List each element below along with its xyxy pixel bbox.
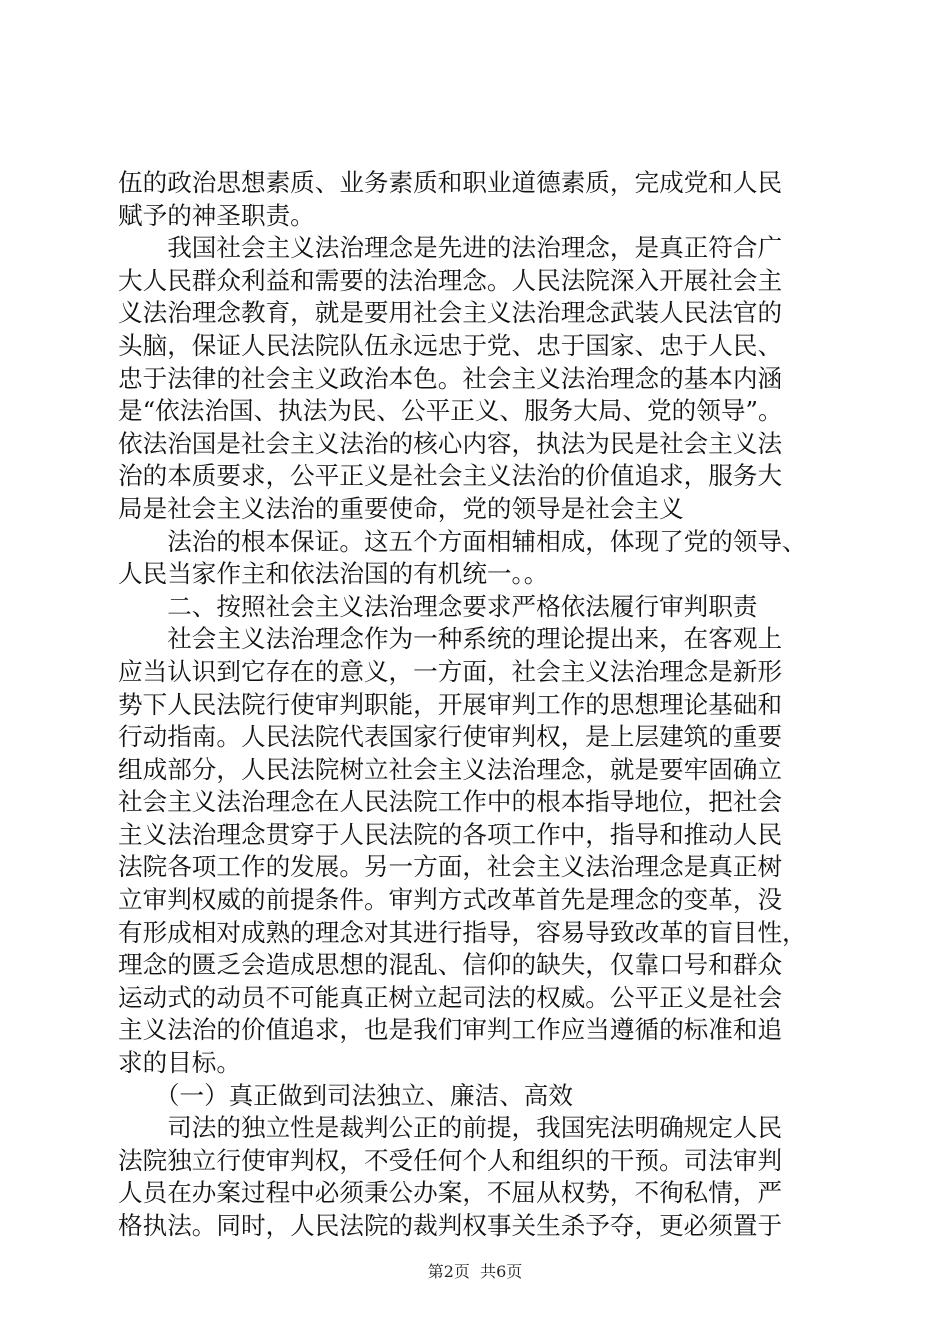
text-line: 人员在办案过程中必须秉公办案，不屈从权势，不徇私情，严 <box>118 1178 783 1208</box>
text-line: 人民当家作主和依法治国的有机统一。。 <box>118 559 549 589</box>
text-line: 社会主义法治理念在人民法院工作中的根本指导地位，把社会 <box>118 787 783 817</box>
text-line: 运动式的动员不可能真正树立起司法的权威。公平正义是社会 <box>118 982 783 1012</box>
text-line: 社会主义法治理念作为一种系统的理论提出来，在客观上 <box>118 624 783 654</box>
text-line: 理念的匮乏会造成思想的混乱、信仰的缺失，仅靠口号和群众 <box>118 950 783 980</box>
text-line: 治的本质要求，公平正义是社会主义法治的价值追求，服务大 <box>118 461 783 491</box>
text-line: 伍的政治思想素质、业务素质和职业道德素质，完成党和人民 <box>118 168 783 197</box>
text-line: 法治的根本保证。这五个方面相辅相成，体现了党的领导、 <box>118 526 807 556</box>
text-line: 主义法治的价值追求，也是我们审判工作应当遵循的标准和追 <box>118 1015 783 1045</box>
text-line: 应当认识到它存在的意义，一方面，社会主义法治理念是新形 <box>118 656 783 686</box>
section-heading: 二、按照社会主义法治理念要求严格依法履行审判职责 <box>118 591 758 621</box>
text-line: 是“依法治国、执法为民、公平正义、服务大局、党的领导”。 <box>118 396 783 426</box>
text-line: 主义法治理念贯穿于人民法院的各项工作中，指导和推动人民 <box>118 819 783 849</box>
text-line: 依法治国是社会主义法治的核心内容，执法为民是社会主义法 <box>118 428 783 458</box>
text-line: 头脑，保证人民法院队伍永远忠于党、忠于国家、忠于人民、 <box>118 330 783 360</box>
text-line: 有形成相对成熟的理念对其进行指导，容易导致改革的盲目性， <box>118 917 807 947</box>
text-line: 组成部分，人民法院树立社会主义法治理念，就是要牢固确立 <box>118 754 783 784</box>
text-line: 司法的独立性是裁判公正的前提，我国宪法明确规定人民 <box>118 1113 783 1143</box>
text-line: 立审判权威的前提条件。审判方式改革首先是理念的变革，没 <box>118 885 783 915</box>
subsection-heading: （一）真正做到司法独立、廉洁、高效 <box>118 1080 573 1110</box>
text-line: 大人民群众利益和需要的法治理念。人民法院深入开展社会主 <box>118 265 783 295</box>
text-line: 忠于法律的社会主义政治本色。社会主义法治理念的基本内涵 <box>118 363 783 393</box>
text-line: 局是社会主义法治的重要使命，党的领导是社会主义 <box>118 493 684 523</box>
page-footer <box>0 1262 950 1282</box>
text-line: 赋予的神圣职责。 <box>118 200 315 230</box>
document-body <box>118 167 838 1243</box>
text-line: 求的目标。 <box>118 1048 241 1078</box>
text-line: 行动指南。人民法院代表国家行使审判权，是上层建筑的重要 <box>118 722 783 752</box>
text-line: 义法治理念教育，就是要用社会主义法治理念武装人民法官的 <box>118 298 783 328</box>
text-line: 我国社会主义法治理念是先进的法治理念，是真正符合广 <box>118 233 783 263</box>
text-line: 法院各项工作的发展。另一方面，社会主义法治理念是真正树 <box>118 852 783 882</box>
text-line: 格执法。同时，人民法院的裁判权事关生杀予夺，更必须置于 <box>118 1211 783 1240</box>
page-number: 第2页 共6页 <box>427 1262 523 1281</box>
text-line: 势下人民法院行使审判职能，开展审判工作的思想理论基础和 <box>118 689 783 719</box>
text-line: 法院独立行使审判权，不受任何个人和组织的干预。司法审判 <box>118 1145 783 1175</box>
